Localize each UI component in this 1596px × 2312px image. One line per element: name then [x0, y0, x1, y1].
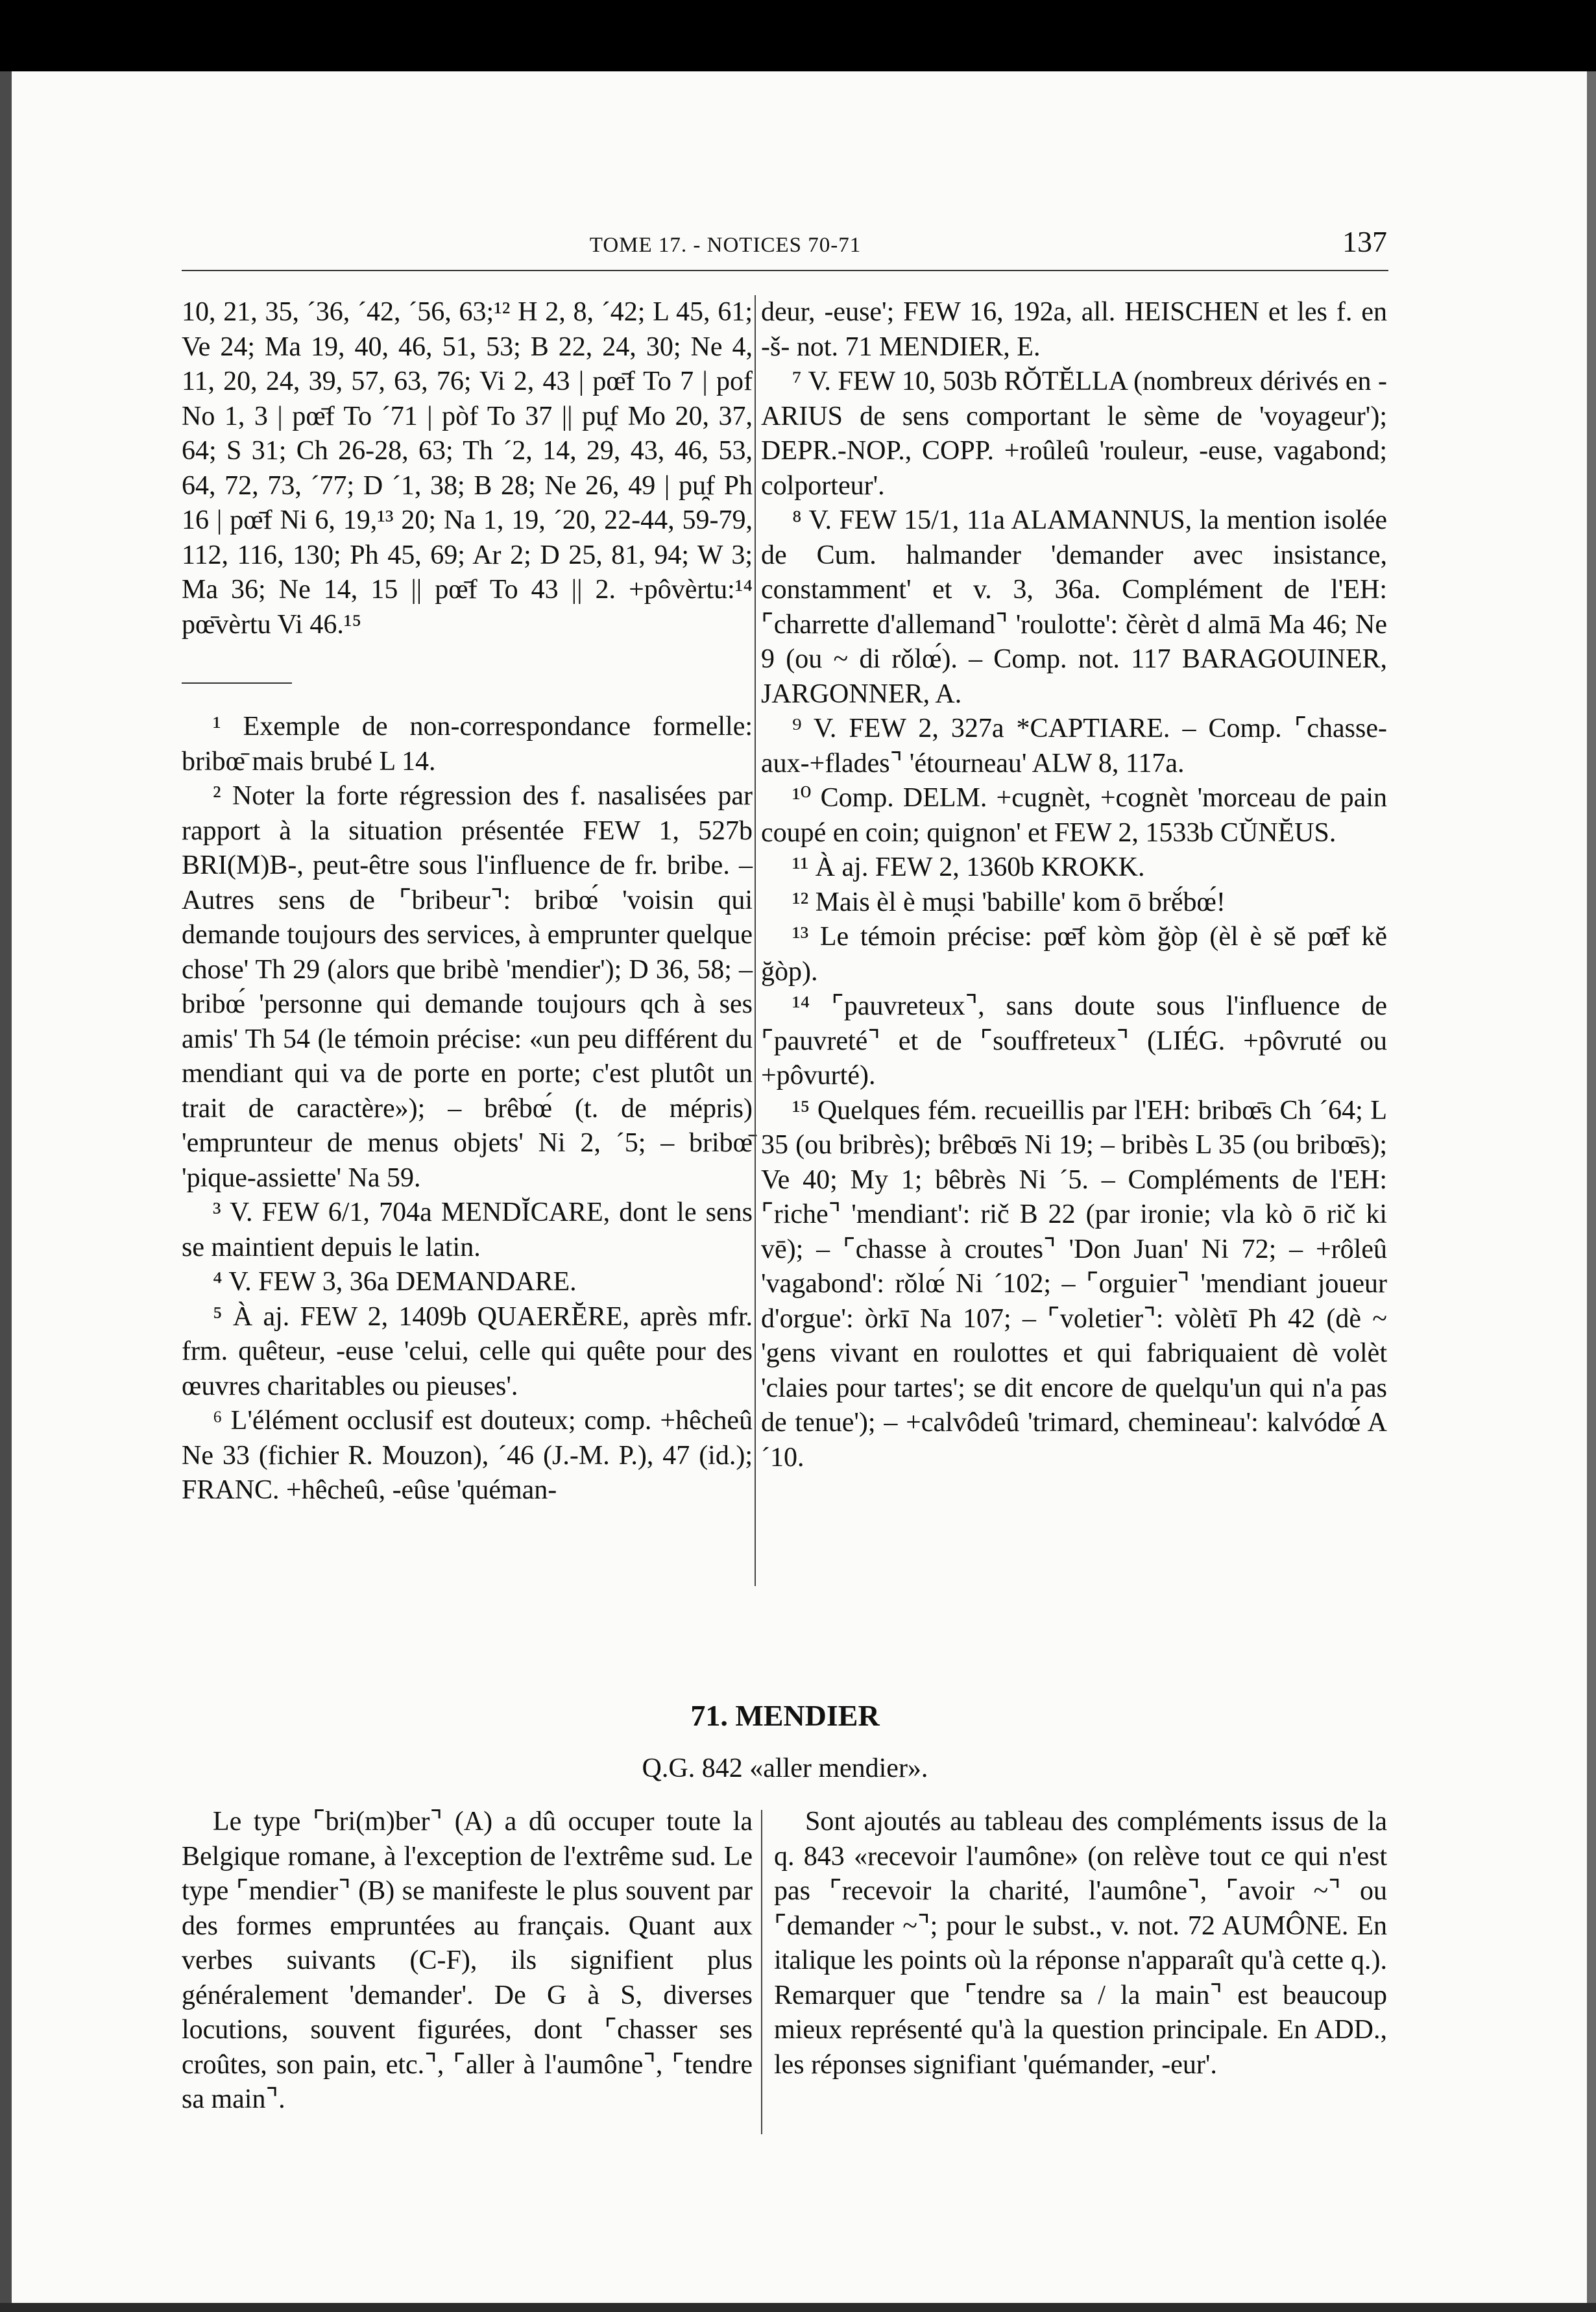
section-left-paragraph: Le type ⌜bri(m)ber⌝ (A) a dû occuper toute la Belgique romane, à l'exception de l'extrême sud. Le type ⌜mendier⌝ (B) se manifeste le plus souvent par des formes empruntées au français. Quant aux verbes suivants (C-F), ils signifient plus généralement 'demander'. De G à S, diverses locutions, souvent figurées, dont ⌜chasser ses croûtes, son pain, etc.⌝, ⌜aller à l'aumône⌝, ⌜tendre sa main⌝. — [182, 1807, 753, 2114]
footnote-3: ³ V. FEW 6/1, 704a MENDĬCARE, dont le sens se maintient depuis le latin. — [182, 1198, 753, 1262]
footnote-13: ¹³ Le témoin précise: pœ̄f kòm ğòp (èl è sĕ pœ̄f kĕ ğòp). — [761, 922, 1387, 987]
right-column — [761, 295, 1387, 1475]
footnote-7: ⁷ V. FEW 10, 503b RŎTĔLLA (nombreux dérivés en -ARIUS de sens comportant le sème de 'voyageur'); DEPR.-NOP., COPP. +roûleû 'rouleur, -euse, vagabond; colporteur'. — [761, 367, 1387, 501]
section-subtitle: Q.G. 842 «aller mendier». — [642, 1753, 928, 1783]
page-number: 137 — [1342, 225, 1387, 258]
left-column — [182, 295, 753, 1508]
footnote-10: ¹⁰ Comp. DELM. +cugnèt, +cognèt 'morceau de pain coupé en coin; quignon' et FEW 2, 1533b CŬNĔUS. — [761, 783, 1387, 848]
footnote-9: ⁹ V. FEW 2, 327a *CAPTIARE. – Comp. ⌜chasse-aux-+flades⌝ 'étourneau' ALW 8, 117a. — [761, 714, 1387, 778]
footnote-12: ¹² Mais èl è mu̯si 'babille' kom ō brĕ́bœ́! — [792, 887, 1226, 917]
footnote-6: ⁶ L'élément occlusif est douteux; comp. +hêcheû Ne 33 (fichier R. Mouzon), ´46 (J.-M. P.), 47 (id.); FRANC. +hêcheû, -eûse 'quéman- — [182, 1406, 753, 1505]
footnote-15: ¹⁵ Quelques fém. recueillis par l'EH: bribœ̄s Ch ´64; L 35 (ou bribrès); brêbœ̄s Ni 19; – bribès L 35 (ou bribœ̄s); Ve 40; My 1; bêbrès Ni ´5. – Compléments de l'EH: ⌜riche⌝ 'mendiant': rič B 22 (par ironie; vla kò ō rič ki vē); – ⌜chasse à croutes⌝ 'Don Juan' Ni 72; – +rôleû 'vagabond': rǒlœ́ Ni ´102; – ⌜orguier⌝ 'mendiant joueur d'orgue': òrkī Na 107; – ⌜voletier⌝: vòlètī Ph 42 (dè ~ 'gens vivant en roulottes et qui fabriquaient dè volèt 'claies pour tartes'; se dit encore de quelqu'un qui n'a pas de tenue'); – +calvôdeû 'trimard, chemineau': kalvódœ́ A ´10. — [761, 1095, 1387, 1473]
footnote-1: ¹ Exemple de non-correspondance formelle: bribœ̄ mais brubé L 14. — [182, 712, 753, 777]
scan-border-left — [0, 71, 12, 2312]
section-right-paragraph: Sont ajoutés au tableau des compléments issus de la q. 843 «recevoir l'aumône» (on relève tout ce qui n'est pas ⌜recevoir la charité, l'aumône⌝, ⌜avoir ~⌝ ou ⌜demander ~⌝; pour le subst., v. not. 72 AUMÔNE. En italique les points où la réponse n'apparaît qu'à cette q.). Remarquer que ⌜tendre sa / la main⌝ est beaucoup mieux représenté qu'à la question principale. En ADD., les réponses signifiant 'quémander, -eur'. — [774, 1807, 1387, 2080]
footnote-separator — [182, 682, 292, 684]
scan-border-top — [0, 0, 1596, 71]
scan-border-right — [1587, 71, 1596, 2312]
footnote-2: ² Noter la forte régression des f. nasalisées par rapport à la situation présentée FEW 1, 527b BRI(M)B-, peut-être sous l'influence de fr. bribe. – Autres sens de ⌜bribeur⌝: bribœ́ 'voisin qui demande toujours des services, à emprunter quelque chose' Th 29 (alors que bribè 'mendier'); D 36, 58; – bribœ́ 'personne qui demande toujours qch à ses amis' Th 54 (le témoin précise: «un peu différent du mendiant qui va de porte en porte; c'est plutôt un trait de caractère»); – brêbœ́ (t. de mépris) 'emprunteur de menus objets' Ni 2, ´5; – bribœ̄ 'pique-assiette' Na 59. — [182, 781, 753, 1193]
column-divider — [755, 295, 756, 1586]
footnote-11: ¹¹ À aj. FEW 2, 1360b KROKK. — [792, 852, 1145, 882]
scan-border-bottom — [0, 2303, 1596, 2312]
footnote-8: ⁸ V. FEW 15/1, 11a ALAMANNUS, la mention isolée de Cum. halmander 'demander avec insistance, constamment' et v. 3, 36a. Complément de l'EH: ⌜charrette d'allemand⌝ 'roulotte': čèrèt d almā Ma 46; Ne 9 (ou ~ di rǒlœ́). – Comp. not. 117 BARAGOUINER, JARGONNER, A. — [761, 505, 1387, 709]
footnote-6-continued: deur, -euse'; FEW 16, 192a, all. HEISCHEN et les f. en -š- not. 71 MENDIER, E. — [761, 297, 1387, 362]
entries-text: 10, 21, 35, ´36, ´42, ´56, 63;¹² H 2, 8, ´42; L 45, 61; Ve 24; Ma 19, 40, 46, 51, 53; B 22, 24, 30; Ne 4, 11, 20, 24, 39, 57, 63, 76; Vi 2, 43 | pœ̄f To 7 | pof No 1, 3 | pœ̄f To ´71 | pòf To 37 || pu̯f Mo 20, 37, 64; S 31; Ch 26-28, 63; Th ´2, 14, 29, 43, 46, 53, 64, 72, 73, ´77; D ´1, 38; B 28; Ne 26, 49 | pu̯f Ph 16 | pœ̄f Ni 6, 19,¹³ 20; Na 1, 19, ´20, 22-44, 59-79, 112, 116, 130; Ph 45, 69; Ar 2; D 25, 81, 94; W 3; Ma 36; Ne 14, 15 || pœ̄f To 43 || 2. +pôvèrtu:¹⁴ pœ̄vèrtu Vi 46.¹⁵ — [182, 297, 753, 640]
footnote-4: ⁴ V. FEW 3, 36a DEMANDARE. — [213, 1267, 577, 1297]
footnote-5: ⁵ À aj. FEW 2, 1409b QUAERĔRE, après mfr. frm. quêteur, -euse 'celui, celle qui quête pour des œuvres charitables ou pieuses'. — [182, 1301, 753, 1401]
document-page — [12, 71, 1587, 2303]
section-title: 71. MENDIER — [690, 1699, 880, 1732]
running-title: TOME 17. - NOTICES 70-71 — [589, 234, 862, 257]
footnote-14: ¹⁴ ⌜pauvreteux⌝, sans doute sous l'influence de ⌜pauvreté⌝ et de ⌜souffreteux⌝ (LIÉG. +pôvruté ou +pôvurté). — [761, 991, 1387, 1090]
running-header — [12, 71, 1587, 279]
section-column-divider — [761, 1810, 762, 2134]
header-rule — [182, 270, 1388, 271]
